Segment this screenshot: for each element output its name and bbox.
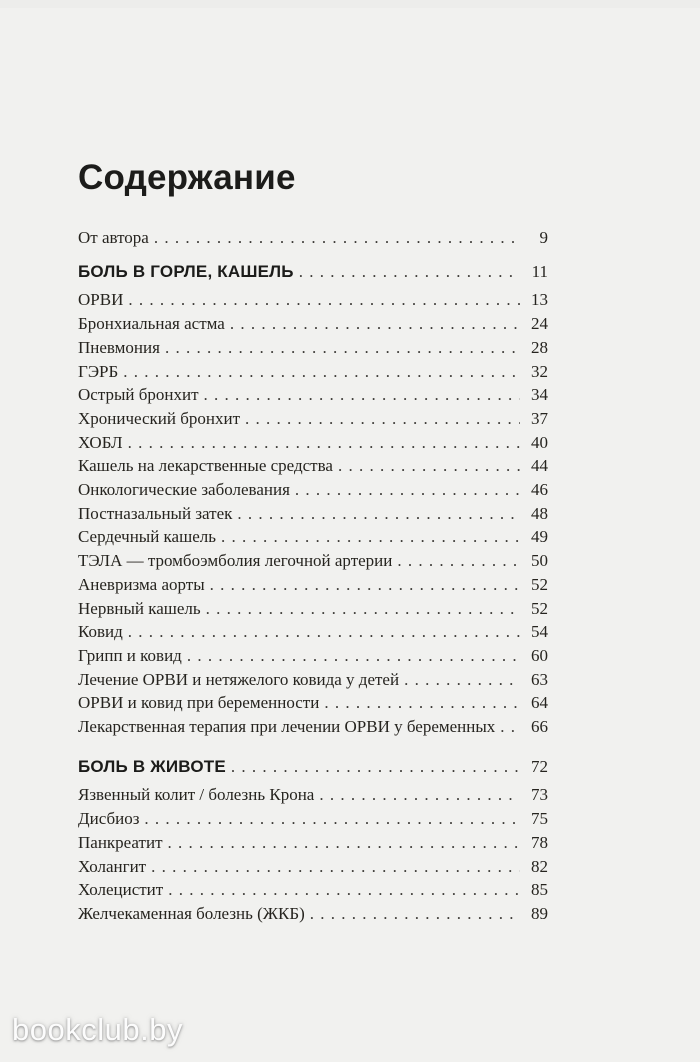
toc-page-number: 34 <box>531 385 548 405</box>
toc-entry-label: ГЭРБ <box>78 361 119 381</box>
toc-row <box>78 620 548 644</box>
toc-row <box>78 878 548 902</box>
leader-dots <box>324 691 520 715</box>
toc-page-number: 32 <box>531 361 548 381</box>
toc-row <box>78 691 548 715</box>
toc-page-number: 54 <box>531 622 548 642</box>
leader-dots <box>165 336 520 360</box>
leader-dots <box>168 878 520 902</box>
toc-page-number: 66 <box>531 717 548 737</box>
toc-row <box>78 668 548 692</box>
contents-column <box>78 158 548 926</box>
leader-dots <box>230 312 520 336</box>
toc-page-number: 48 <box>531 503 548 523</box>
toc-entry-label: Аневризма аорты <box>78 574 205 594</box>
page-title: Содержание <box>78 158 296 197</box>
toc-row <box>78 597 548 621</box>
toc-entry-label: Грипп и ковид <box>78 645 182 665</box>
toc-row <box>78 715 548 739</box>
leader-dots <box>299 260 520 284</box>
toc-page-number: 64 <box>531 693 548 713</box>
toc-entry-label: Постназальный затек <box>78 503 233 523</box>
toc-row <box>78 312 548 336</box>
toc-row <box>78 783 548 807</box>
toc-row <box>78 902 548 926</box>
toc-page-number: 37 <box>531 408 548 428</box>
toc-page-number: 9 <box>539 228 548 247</box>
toc-page-number: 13 <box>531 290 548 310</box>
leader-dots <box>187 644 520 668</box>
toc-entry-label: Онкологические заболевания <box>78 480 290 500</box>
toc-page-number: 49 <box>531 527 548 547</box>
toc-page-number: 52 <box>531 574 548 594</box>
leader-dots <box>319 783 520 807</box>
toc-row <box>78 260 548 284</box>
leader-dots <box>144 807 520 831</box>
watermark-text: bookclub.by <box>12 1012 183 1047</box>
toc-entry-label: Холецистит <box>78 880 164 900</box>
toc-row <box>78 454 548 478</box>
toc-entry-label: Лекарственная терапия при лечении ОРВИ у беременных <box>78 717 496 737</box>
toc-row <box>78 383 548 407</box>
toc-row <box>78 431 548 455</box>
toc-page-number: 11 <box>531 261 548 281</box>
toc-entry-label: Хронический бронхит <box>78 408 241 428</box>
leader-dots <box>310 902 520 926</box>
toc-list <box>78 226 548 926</box>
toc-entry-label: ТЭЛА — тромбоэмболия легочной артерии <box>78 551 393 571</box>
leader-dots <box>231 755 520 779</box>
toc-page-number: 85 <box>531 880 548 900</box>
toc-entry-label: Дисбиоз <box>78 809 140 829</box>
leader-dots <box>204 383 520 407</box>
toc-row <box>78 360 548 384</box>
toc-entry-label: ХОБЛ <box>78 432 123 452</box>
toc-row <box>78 226 548 250</box>
leader-dots <box>237 502 520 526</box>
toc-entry-label: Острый бронхит <box>78 385 199 405</box>
toc-row <box>78 525 548 549</box>
leader-dots <box>245 407 520 431</box>
toc-row <box>78 502 548 526</box>
toc-entry-label: Нервный кашель <box>78 598 201 618</box>
toc-entry-label: ОРВИ и ковид при беременности <box>78 693 320 713</box>
toc-page-number: 75 <box>531 809 548 829</box>
toc-page-number: 46 <box>531 480 548 500</box>
leader-dots <box>128 431 520 455</box>
leader-dots <box>500 715 520 739</box>
toc-row <box>78 478 548 502</box>
toc-page-number: 89 <box>531 903 548 923</box>
toc-page-number: 60 <box>531 645 548 665</box>
toc-page-number: 63 <box>531 669 548 689</box>
toc-row <box>78 755 548 779</box>
toc-page-number: 82 <box>531 856 548 876</box>
toc-page-number: 72 <box>531 756 548 776</box>
leader-dots <box>168 831 521 855</box>
leader-dots <box>210 573 520 597</box>
leader-dots <box>295 478 520 502</box>
toc-entry-label: Кашель на лекарственные средства <box>78 456 333 476</box>
toc-page-number: 44 <box>531 456 548 476</box>
toc-page-number: 78 <box>531 832 548 852</box>
toc-page-number: 52 <box>531 598 548 618</box>
toc-row <box>78 807 548 831</box>
toc-entry-label: ОРВИ <box>78 290 124 310</box>
leader-dots <box>397 549 520 573</box>
toc-row <box>78 855 548 879</box>
toc-entry-label: Холангит <box>78 856 147 876</box>
toc-row <box>78 288 548 312</box>
toc-entry-label: Бронхиальная астма <box>78 314 225 334</box>
toc-page-number: 40 <box>531 432 548 452</box>
toc-page-number: 73 <box>531 785 548 805</box>
leader-dots <box>123 360 520 384</box>
toc-entry-label: Ковид <box>78 622 123 642</box>
toc-entry-label: От автора <box>78 228 149 247</box>
toc-entry-label: БОЛЬ В ГОРЛЕ, КАШЕЛЬ <box>78 261 294 281</box>
leader-dots <box>128 288 520 312</box>
toc-entry-label: Язвенный колит / болезнь Крона <box>78 785 315 805</box>
leader-dots <box>128 620 520 644</box>
toc-page-number: 28 <box>531 337 548 357</box>
toc-entry-label: Панкреатит <box>78 832 163 852</box>
toc-entry-label: БОЛЬ В ЖИВОТЕ <box>78 756 226 776</box>
leader-dots <box>338 454 520 478</box>
leader-dots <box>151 855 520 879</box>
toc-row <box>78 831 548 855</box>
toc-entry-label: Сердечный кашель <box>78 527 216 547</box>
toc-row <box>78 336 548 360</box>
page-top-edge <box>0 0 700 8</box>
leader-dots <box>206 597 520 621</box>
leader-dots <box>221 525 520 549</box>
toc-row <box>78 549 548 573</box>
toc-row <box>78 407 548 431</box>
toc-entry-label: Пневмония <box>78 337 160 357</box>
leader-dots <box>404 668 520 692</box>
toc-row <box>78 573 548 597</box>
leader-dots <box>154 226 520 250</box>
toc-page-number: 50 <box>531 551 548 571</box>
toc-entry-label: Желчекаменная болезнь (ЖКБ) <box>78 903 305 923</box>
toc-page-number: 24 <box>531 314 548 334</box>
toc-entry-label: Лечение ОРВИ и нетяжелого ковида у детей <box>78 669 400 689</box>
toc-row <box>78 644 548 668</box>
